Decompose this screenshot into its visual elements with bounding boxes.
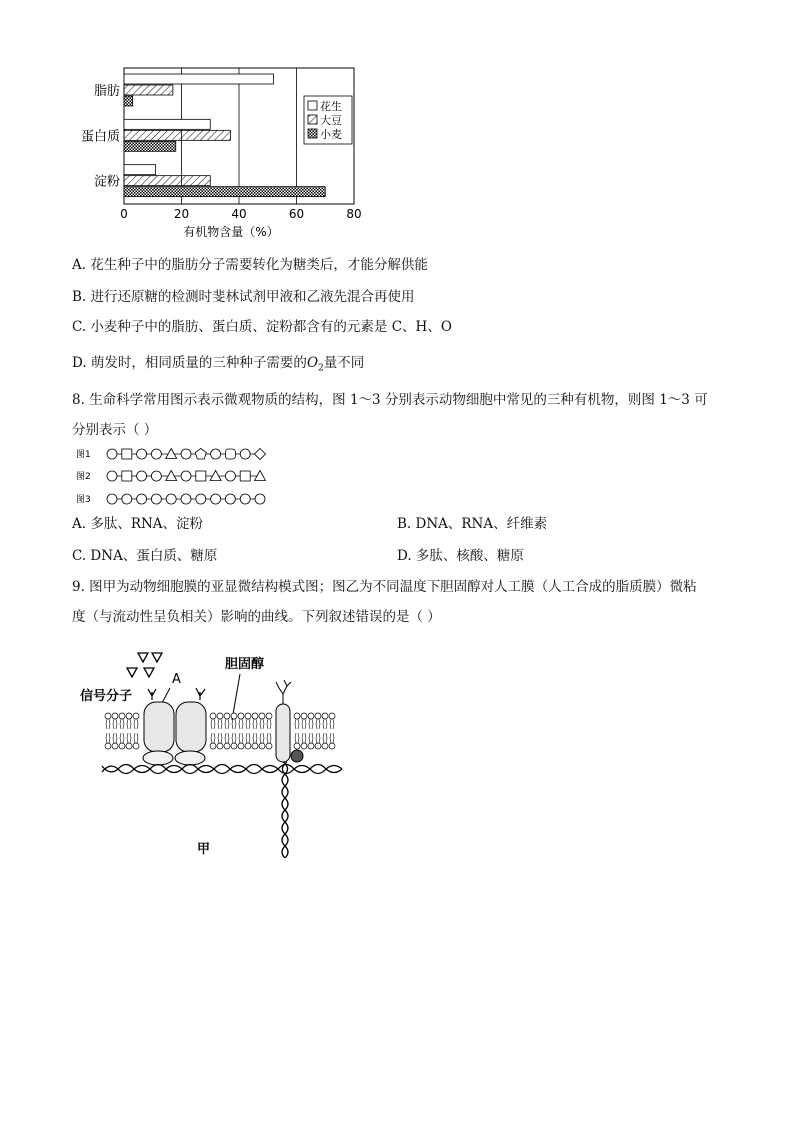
q8-option-b: B. DNA、RNA、纤维素 (397, 516, 548, 532)
legend-swatch (308, 115, 317, 124)
signal-molecule-label: 信号分子 (80, 689, 133, 704)
circle-monomer (107, 449, 117, 459)
fig3-sequence (107, 494, 265, 504)
triangle-monomer (210, 471, 221, 481)
lipid-head (238, 713, 244, 719)
oxygen-subscript: 2 (318, 363, 324, 374)
q8-option-c: C. DNA、蛋白质、糖原 (72, 548, 218, 564)
lipid-tail (113, 719, 117, 729)
lipid-head (266, 713, 272, 719)
q7-option-b: B. 进行还原糖的检测时斐林试剂甲液和乙液先混合再使用 (72, 289, 415, 305)
lipid-tail (211, 719, 215, 729)
legend-entry: 花生 (320, 100, 342, 113)
q7-option-c: C. 小麦种子中的脂肪、蛋白质、淀粉都含有的元素是 C、H、O (72, 319, 452, 335)
circle-monomer (181, 449, 191, 459)
glycoprotein-chain (276, 680, 291, 704)
phospholipid-bilayer (105, 713, 335, 749)
q7-option-a: A. 花生种子中的脂肪分子需要转化为糖类后，才能分解供能 (72, 257, 428, 273)
circle-monomer (137, 471, 147, 481)
membrane-proteins (143, 702, 303, 765)
lipid-head (252, 743, 258, 749)
lipid-tail (232, 733, 236, 743)
x-tick-label: 80 (346, 207, 362, 221)
circle-monomer (151, 471, 161, 481)
lipid-tail (246, 733, 250, 743)
lipid-head (308, 713, 314, 719)
chart-legend (304, 96, 352, 144)
q7-option-d-pre: D. 萌发时，相同质量的三种种子需要的 (72, 355, 307, 371)
lipid-head (224, 713, 230, 719)
fig2-label: 图2 (76, 472, 91, 482)
lipid-head (259, 743, 265, 749)
lipid-tail (302, 733, 306, 743)
bar-1-1 (124, 130, 230, 140)
legend-entry: 大豆 (320, 114, 342, 127)
cell-membrane-figure (72, 648, 352, 858)
q9-stem-line2: 度（与流动性呈负相关）影响的曲线。下列叙述错误的是（ ） (72, 609, 441, 625)
lipid-tail (302, 719, 306, 729)
circle-monomer (151, 494, 161, 504)
lipid-head (119, 713, 125, 719)
lipid-tail (316, 733, 320, 743)
organic-content-chart (68, 60, 368, 245)
lipid-head (112, 713, 118, 719)
fig1-sequence (107, 449, 266, 460)
lipid-head (315, 713, 321, 719)
lipid-head (217, 713, 223, 719)
lipid-head (266, 743, 272, 749)
bar-1-0 (124, 85, 173, 95)
lipid-head (301, 743, 307, 749)
lipid-head (294, 713, 300, 719)
lipid-head (133, 713, 139, 719)
cytoskeleton-fibers (102, 762, 342, 858)
circle-monomer (240, 449, 250, 459)
circle-monomer (211, 449, 221, 459)
circle-monomer (211, 494, 221, 504)
circle-monomer (107, 471, 117, 481)
monomer-sequence-figure (70, 446, 270, 508)
x-tick-label: 0 (120, 207, 128, 221)
lipid-tail (309, 733, 313, 743)
q8-stem-line1: 8. 生命科学常用图示表示微观物质的结构，图 1～3 分别表示动物细胞中常见的三种有机物，则图 1～3 可 (72, 392, 708, 408)
circle-monomer (181, 471, 191, 481)
fig1-label: 图1 (76, 450, 91, 460)
triangle-monomer (166, 471, 177, 481)
lipid-head (210, 713, 216, 719)
q9-stem-line1: 9. 图甲为动物细胞膜的亚显微结构模式图；图乙为不同温度下胆固醇对人工膜（人工合成的脂质膜）微粘 (72, 579, 697, 595)
lipid-head (126, 743, 132, 749)
lipid-head (329, 713, 335, 719)
lipid-head (119, 743, 125, 749)
lipid-head (231, 743, 237, 749)
lipid-tail (211, 733, 215, 743)
lipid-head (322, 743, 328, 749)
x-tick-label: 60 (288, 207, 305, 221)
lipid-head (217, 743, 223, 749)
lipid-tail (267, 719, 271, 729)
lipid-head (259, 713, 265, 719)
lipid-head (308, 743, 314, 749)
lipid-tail (260, 719, 264, 729)
signal-molecules (127, 653, 162, 677)
q8-option-a: A. 多肽、RNA、淀粉 (72, 516, 204, 532)
circle-monomer (225, 471, 235, 481)
lipid-tail (309, 719, 313, 729)
bar-2-0 (124, 96, 133, 106)
lipid-tail (260, 733, 264, 743)
lipid-tail (246, 719, 250, 729)
q8-option-d: D. 多肽、核酸、糖原 (397, 548, 524, 564)
square-monomer (122, 471, 132, 481)
pentagon-monomer (195, 449, 206, 460)
lipid-tail (218, 719, 222, 729)
triangle-monomer (166, 449, 177, 459)
legend-entry: 小麦 (320, 128, 342, 141)
lipid-head (112, 743, 118, 749)
lipid-head (294, 743, 300, 749)
lipid-tail (134, 719, 138, 729)
lipid-tail (232, 719, 236, 729)
legend-swatch (308, 101, 317, 110)
diamond-monomer (255, 449, 266, 460)
circle-monomer (151, 449, 161, 459)
square-monomer (196, 471, 206, 481)
square-monomer (122, 449, 132, 459)
lipid-tail (239, 719, 243, 729)
lipid-tail (225, 719, 229, 729)
x-tick-label: 20 (173, 207, 190, 221)
fig3-label: 图3 (76, 495, 91, 505)
lipid-tail (323, 733, 327, 743)
lipid-tail (120, 719, 124, 729)
circle-monomer (255, 494, 265, 504)
lipid-tail (134, 733, 138, 743)
circle-monomer (166, 494, 176, 504)
square-monomer (240, 471, 250, 481)
cholesterol-label: 胆固醇 (225, 657, 265, 672)
category-label: 淀粉 (93, 174, 120, 190)
category-label: 蛋白质 (80, 129, 120, 145)
lipid-tail (113, 733, 117, 743)
x-tick-label: 40 (231, 207, 247, 221)
circle-monomer (137, 494, 147, 504)
lipid-head (315, 743, 321, 749)
circle-monomer (137, 449, 147, 459)
bar-0-2 (124, 165, 156, 175)
lipid-head (322, 713, 328, 719)
lipid-head (301, 713, 307, 719)
label-a: A (172, 672, 181, 687)
lipid-head (231, 713, 237, 719)
lipid-tail (120, 733, 124, 743)
lipid-tail (267, 733, 271, 743)
lipid-tail (295, 733, 299, 743)
lipid-head (245, 743, 251, 749)
legend-swatch (308, 129, 317, 138)
bar-2-1 (124, 141, 176, 151)
category-label: 脂肪 (93, 84, 120, 99)
lipid-tail (225, 733, 229, 743)
lipid-head (105, 713, 111, 719)
lipid-head (238, 743, 244, 749)
lipid-tail (330, 733, 334, 743)
circle-monomer (122, 494, 132, 504)
q7-option-d-post: 量不同 (323, 355, 365, 371)
figure-caption: 甲 (197, 842, 211, 857)
circle-monomer (181, 494, 191, 504)
circle-monomer (196, 494, 206, 504)
oxygen-symbol: O (306, 355, 319, 371)
bar-0-0 (124, 74, 274, 84)
lipid-tail (253, 719, 257, 729)
lipid-head (245, 713, 251, 719)
lipid-tail (295, 719, 299, 729)
lipid-head (252, 713, 258, 719)
lipid-tail (106, 733, 110, 743)
triangle-monomer (255, 471, 266, 481)
lipid-tail (127, 733, 131, 743)
lipid-head (105, 743, 111, 749)
lipid-head (224, 743, 230, 749)
lipid-tail (239, 733, 243, 743)
circle-monomer (240, 494, 250, 504)
q7-option-d (72, 354, 364, 378)
bar-1-2 (124, 176, 210, 186)
lipid-tail (127, 719, 131, 729)
fig2-sequence (107, 471, 266, 482)
lipid-head (329, 743, 335, 749)
circle-monomer (107, 494, 117, 504)
rounded-monomer (225, 449, 235, 459)
lipid-tail (330, 719, 334, 729)
chart-bars (124, 74, 325, 197)
lipid-tail (106, 719, 110, 729)
receptor-icon (148, 688, 205, 700)
lipid-head (126, 713, 132, 719)
circle-monomer (225, 494, 235, 504)
bar-2-2 (124, 187, 325, 197)
lipid-tail (253, 733, 257, 743)
q8-stem-line2: 分别表示（ ） (72, 422, 158, 438)
lipid-head (210, 743, 216, 749)
lipid-head (133, 743, 139, 749)
bar-0-1 (124, 119, 210, 129)
lipid-tail (316, 719, 320, 729)
lipid-tail (323, 719, 327, 729)
x-axis-label: 有机物含量（%） (183, 225, 279, 239)
lipid-tail (218, 733, 222, 743)
